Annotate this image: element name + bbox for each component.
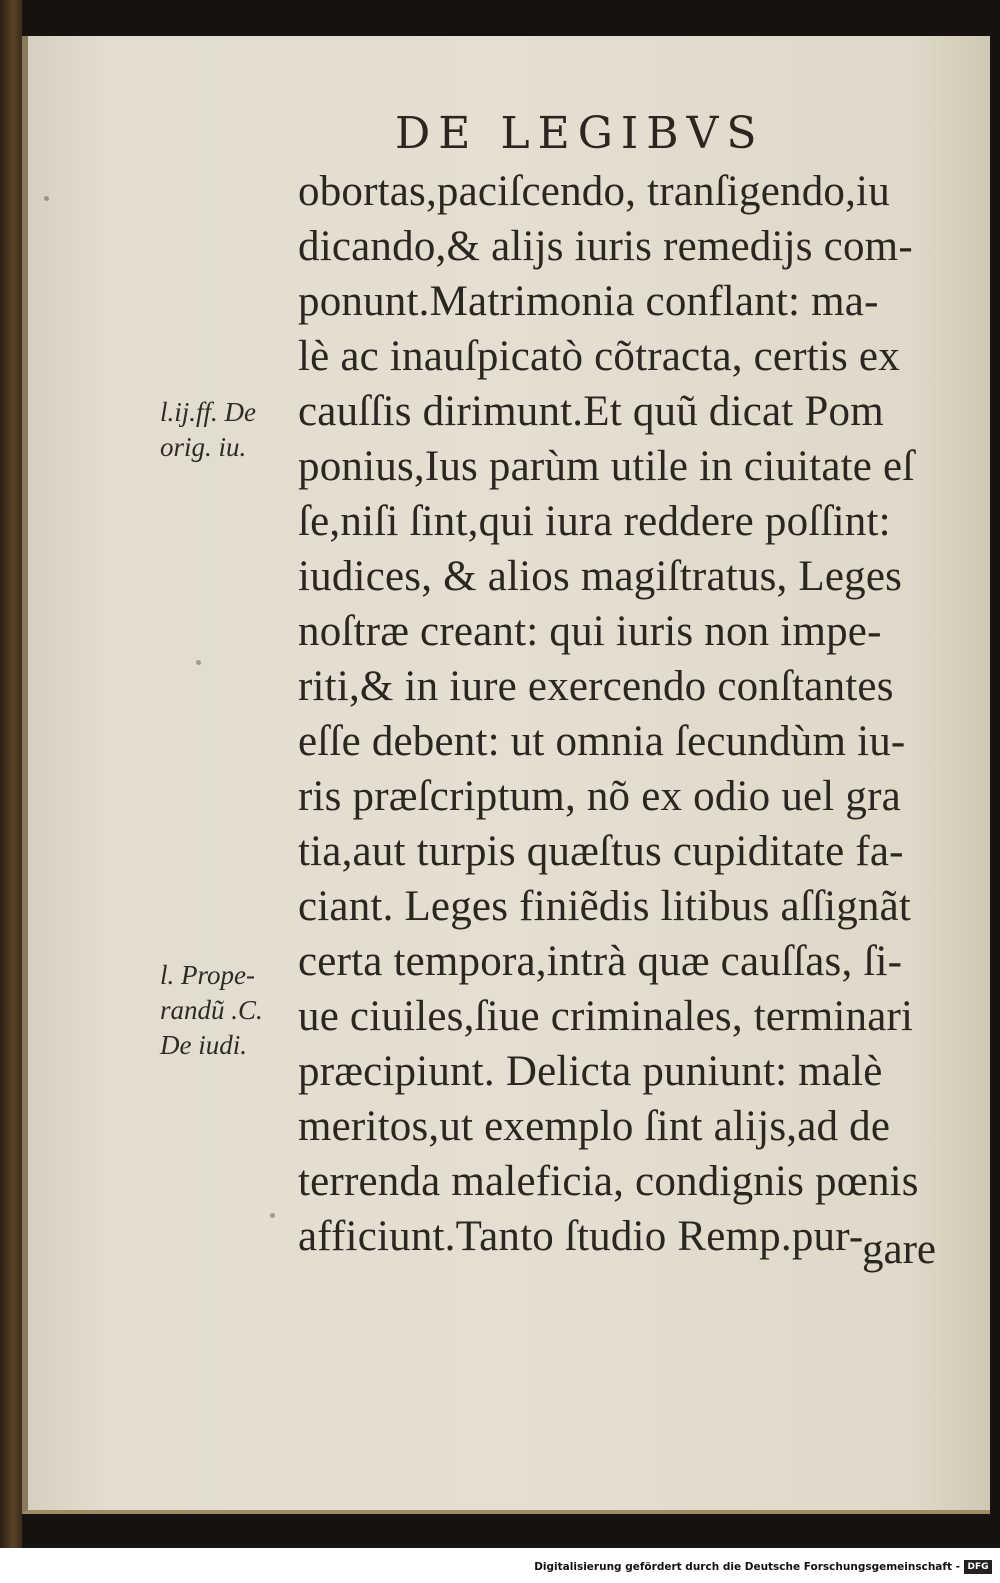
- text-line: obortas,paciſcendo, tranſigendo,iu: [298, 168, 890, 215]
- text-line: præcipiunt. Delicta puniunt: malè: [298, 1048, 883, 1095]
- text-line: ue ciuiles,ſiue criminales, terminari: [298, 993, 914, 1040]
- text-line: ris præſcriptum, nõ ex odio uel gra: [298, 773, 901, 820]
- margin-note-line: randũ .C.: [160, 995, 263, 1025]
- margin-note-line: De iudi.: [160, 1030, 247, 1060]
- text-line: cauſſis dirimunt.Et quũ dicat Pom: [298, 388, 884, 435]
- text-line: ſe,niſi ſint,qui iura reddere poſſint:: [298, 498, 891, 545]
- body-text: [298, 164, 958, 1264]
- text-line: riti,& in iure exercendo conſtantes: [298, 663, 894, 710]
- text-line: certa tempora,intrà quæ cauſſas, ſi-: [298, 938, 903, 985]
- margin-note-line: l.ij.ff. De: [160, 397, 256, 427]
- margin-note-citation-1: [160, 395, 256, 465]
- text-line: ciant. Leges finiẽdis litibus aſſignãt: [298, 883, 912, 930]
- running-head: DE LEGIBVS: [395, 108, 765, 159]
- text-line: lè ac inauſpicatò cõtracta, certis ex: [298, 333, 900, 380]
- text-line: noſtræ creant: qui iuris non impe-: [298, 608, 882, 655]
- text-line: terrenda maleficia, condignis pœnis: [298, 1158, 919, 1205]
- dfg-logo: DFG: [964, 1560, 992, 1574]
- book-spine-edge: [0, 0, 22, 1583]
- text-line: tia,aut turpis quæſtus cupiditate fa-: [298, 828, 904, 875]
- text-line: iudices, & alios magiſtratus, Leges: [298, 553, 903, 600]
- paper-speck: [196, 660, 201, 665]
- paper-speck: [270, 1213, 275, 1218]
- margin-note-line: orig. iu.: [160, 432, 247, 462]
- margin-note-citation-2: [160, 958, 263, 1063]
- paper-speck: [44, 196, 49, 201]
- catchword: gare: [862, 1226, 936, 1273]
- text-line: dicando,& aliјs iuris remediјs com-: [298, 223, 913, 270]
- text-line: eſſe debent: ut omnia ſecundùm iu-: [298, 718, 906, 765]
- text-line: ponunt.Matrimonia conflant: ma-: [298, 278, 879, 325]
- funding-credit: Digitalisierung gefördert durch die Deutsche Forschungsgemeinschaft -: [534, 1561, 960, 1573]
- text-line: afficiunt.Tanto ſtudio Remp.pur-: [298, 1213, 864, 1260]
- text-line: ponius,Ius parùm utile in ciuitate eſ: [298, 443, 915, 490]
- margin-note-line: l. Prope-: [160, 960, 255, 990]
- text-line: meritos,ut exemplo ſint aliјs,ad de: [298, 1103, 891, 1150]
